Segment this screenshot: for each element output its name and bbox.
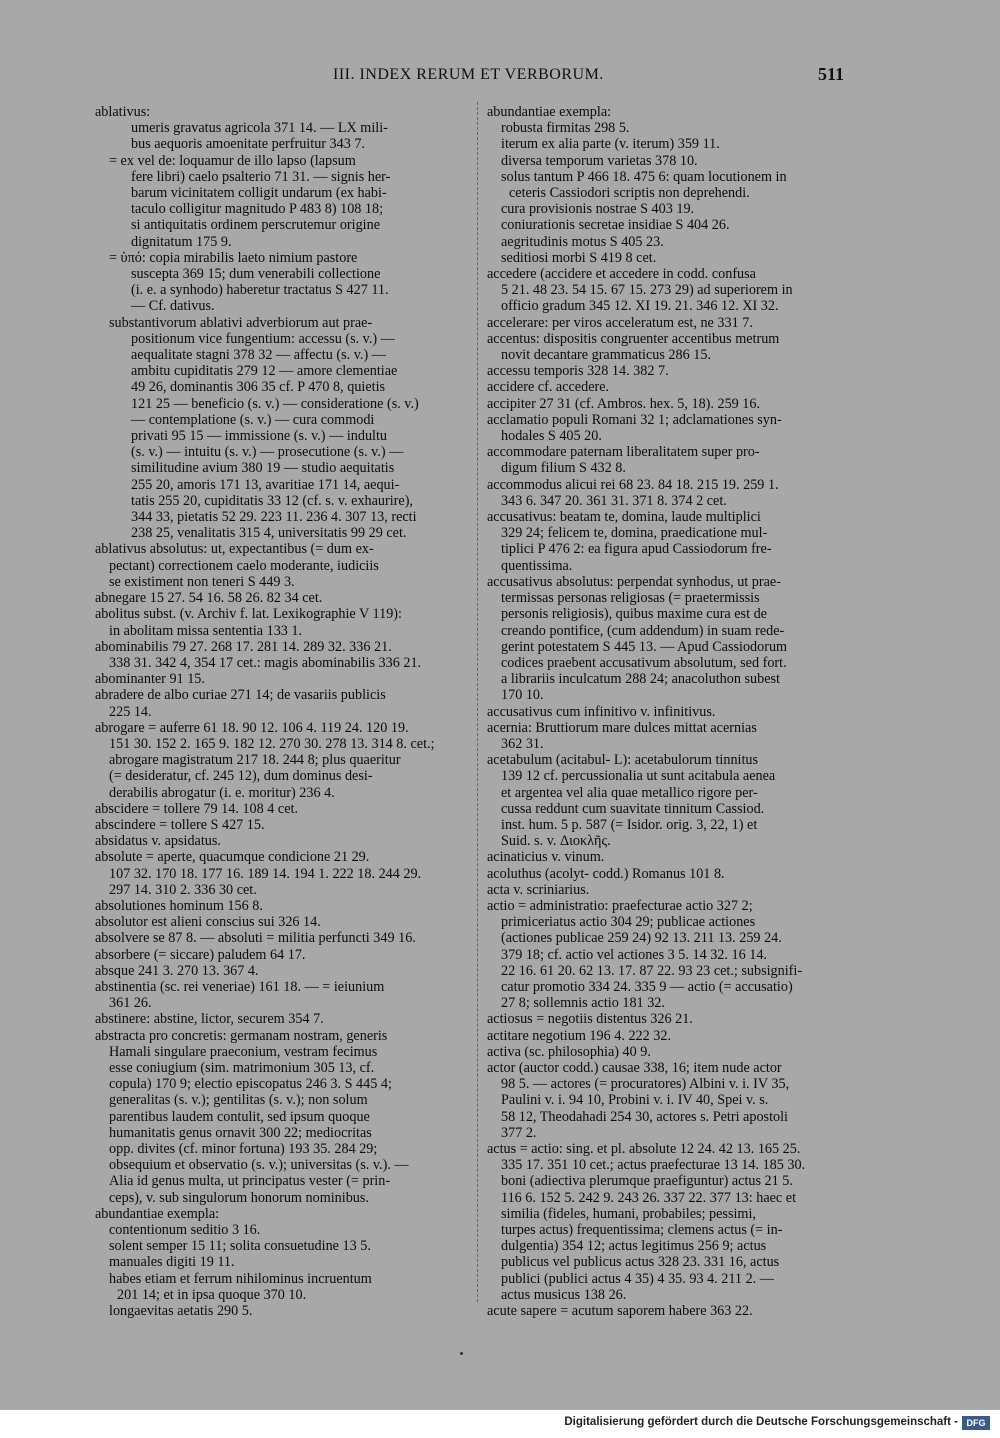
index-line: cussa reddunt cum suavitate tinnitum Cassiod.	[501, 800, 765, 817]
index-line: acute sapere = acutum saporem habere 363 22.	[487, 1303, 753, 1320]
index-line: accedere (accidere et accedere in codd. confusa	[487, 266, 756, 283]
index-line: longaevitas aetatis 290 5.	[109, 1303, 253, 1320]
index-line: — Cf. dativus.	[131, 298, 215, 315]
index-line: accessu temporis 328 14. 382 7.	[487, 363, 669, 380]
index-line: personis religiosis), quibus maxime cura est de	[501, 606, 767, 623]
index-line: actor (auctor codd.) causae 338, 16; item nude actor	[487, 1059, 782, 1076]
index-line: abstinere: abstine, lictor, securem 354 7.	[95, 1011, 324, 1028]
index-line: 49 26, dominantis 306 35 cf. P 470 8, quietis	[131, 379, 386, 396]
index-line: ceps), v. sub singulorum honorum nominibus.	[109, 1189, 369, 1206]
index-line: barum vicinitatem colligit undarum (ex habi-	[131, 185, 387, 202]
right-column	[487, 104, 865, 1319]
index-line: acetabulum (acitabul- L): acetabulorum tinnitus	[487, 752, 759, 769]
index-line: quentissima.	[501, 557, 573, 574]
index-line: (s. v.) — intuitu (s. v.) — prosecutione (s. v.) —	[131, 444, 404, 461]
index-line: abominanter 91 15.	[95, 671, 205, 688]
index-line: si antiquitatis ordinem perscrutemur origine	[131, 217, 381, 234]
index-line: abscindere = tollere S 427 15.	[95, 816, 265, 833]
index-line: iterum ex alia parte (v. iterum) 359 11.	[501, 136, 720, 153]
index-line: 170 10.	[501, 687, 544, 704]
page-title: III. INDEX RERUM ET VERBORUM.	[333, 66, 604, 83]
index-line: actio = administratio: praefecturae actio 327 2;	[487, 897, 753, 914]
index-line: 107 32. 170 18. 177 16. 189 14. 194 1. 222 18. 244 29.	[109, 865, 422, 882]
funding-credit: Digitalisierung gefördert durch die Deutsche Forschungsgemeinschaft -	[564, 1416, 958, 1428]
index-line: 379 18; cf. actio vel actiones 3 5. 14 32. 16 14.	[501, 946, 767, 963]
index-line: manuales digiti 19 11.	[109, 1254, 235, 1271]
index-line: bus aequoris amoenitate perfruitur 343 7.	[131, 136, 366, 153]
index-line: 255 20, amoris 171 13, avaritiae 171 14, aequi-	[131, 476, 400, 493]
index-line: gerint potestatem S 445 13. — Apud Cassiodorum	[501, 638, 788, 655]
index-line: aequalitate stagni 378 32 — affectu (s. v.) —	[131, 347, 386, 364]
index-line: abscidere = tollere 79 14. 108 4 cet.	[95, 800, 299, 817]
index-line: actus = actio: sing. et pl. absolute 12 24. 42 13. 165 25.	[487, 1141, 801, 1157]
index-line: humanitatis genus ornavit 300 22; mediocritas	[109, 1124, 372, 1141]
index-line: publici (publici actus 4 35) 4 35. 93 4. 211 2. —	[501, 1270, 774, 1287]
index-line: acoluthus (acolyt- codd.) Romanus 101 8.	[487, 865, 725, 882]
index-line: abrogare magistratum 217 18. 244 8; plus quaeritur	[109, 752, 401, 769]
index-line: derabilis abrogatur (i. e. moritur) 236 4.	[109, 784, 335, 801]
index-line: accusativus: beatam te, domina, laude multiplici	[487, 509, 761, 526]
index-line: a librariis inculcatum 288 24; anacoluthon subest	[501, 671, 780, 688]
index-line: 362 31.	[501, 735, 544, 752]
index-line: accelerare: per viros acceleratum est, ne 331 7.	[487, 314, 753, 331]
index-line: in abolitam missa sententia 133 1.	[109, 622, 303, 639]
index-line: accidere cf. accedere.	[487, 379, 610, 396]
index-line: 343 6. 347 20. 361 31. 371 8. 374 2 cet.	[501, 492, 727, 509]
index-line: parentibus laudem contulit, sed ipsum quoque	[109, 1108, 370, 1125]
index-line: 201 14; et in ipsa quoque 370 10.	[117, 1286, 307, 1303]
index-line: 344 33, pietatis 52 29. 223 11. 236 4. 307 13, recti	[131, 509, 417, 526]
index-line: absorbere (= siccare) paludem 64 17.	[95, 946, 306, 963]
index-line: suscepta 369 15; dum venerabili collectione	[131, 266, 381, 283]
index-line: publicus vel publicus actus 328 23. 331 16, actus	[501, 1254, 780, 1271]
index-line: privati 95 15 — immissione (s. v.) — indultu	[131, 428, 388, 445]
index-line: substantivorum ablativi adverbiorum aut prae-	[109, 314, 373, 331]
index-line: contentionum seditio 3 16.	[109, 1222, 261, 1239]
index-line: (actiones publicae 259 24) 92 13. 211 13. 259 24.	[501, 930, 782, 947]
index-line: actus musicus 138 26.	[501, 1286, 627, 1303]
index-line: 335 17. 351 10 cet.; actus praefecturae 13 14. 185 30.	[501, 1157, 806, 1174]
index-line: copula) 170 9; electio episcopatus 246 3. S 445 4;	[109, 1076, 392, 1093]
index-line: codices praebent accusativum absolutum, sed fort.	[501, 654, 787, 671]
index-line: ablativus absolutus: ut, expectantibus (= dum ex-	[95, 541, 374, 558]
index-line: (= desideratur, cf. 245 12), dum dominus desi-	[109, 768, 373, 785]
index-line: et argentea vel alia quae metallico rigore per-	[501, 784, 758, 801]
index-line: 22 16. 61 20. 62 13. 17. 87 22. 93 23 cet.; subsignifi-	[501, 962, 803, 979]
index-line: 238 25, venalitatis 315 4, universitatis 99 29 cet.	[131, 525, 407, 542]
index-line: accommodus alicui rei 68 23. 84 18. 215 19. 259 1.	[487, 476, 779, 493]
index-line: 116 6. 152 5. 242 9. 243 26. 337 22. 377 13: haec et	[501, 1189, 797, 1206]
running-header	[0, 62, 1000, 92]
index-line: cura provisionis nostrae S 403 19.	[501, 201, 695, 218]
index-line: diversa temporum varietas 378 10.	[501, 152, 698, 169]
index-line: acta v. scriniarius.	[487, 881, 590, 898]
index-line: actitare negotium 196 4. 222 32.	[487, 1027, 672, 1044]
index-line: aegritudinis motus S 405 23.	[501, 233, 664, 250]
index-line: umeris gravatus agricola 371 14. — LX mili-	[131, 120, 388, 137]
index-line: actiosus = negotiis distentus 326 21.	[487, 1011, 693, 1028]
index-line: dulgentia) 354 12; actus legitimus 256 9; actus	[501, 1238, 767, 1255]
index-line: = ex vel de: loquamur de illo lapso (lapsum	[109, 152, 356, 169]
index-line: accusativus cum infinitivo v. infinitivus.	[487, 703, 716, 720]
index-line: 225 14.	[109, 703, 152, 720]
index-line: similia (fideles, humani, probabiles; pessimi,	[501, 1205, 756, 1222]
index-line: creando pontifice, (cum addendum) in suam rede-	[501, 622, 785, 639]
index-line: abstinentia (sc. rei veneriae) 161 18. — = ieiunium	[95, 978, 385, 995]
index-line: opp. divites (cf. minor fortuna) 193 35. 284 29;	[109, 1141, 378, 1157]
index-line: obsequium et observatio (s. v.); universitas (s. v.). —	[109, 1157, 409, 1174]
index-line: acclamatio populi Romani 32 1; adclamationes syn-	[487, 411, 782, 428]
index-line: abundantiae exempla:	[95, 1205, 220, 1222]
index-line: 338 31. 342 4, 354 17 cet.: magis abominabilis 336 21.	[109, 654, 422, 671]
index-line: absolute = aperte, quacumque condicione 21 29.	[95, 849, 370, 866]
index-line: taculo colligitur magnitudo P 483 8) 108 18;	[131, 201, 384, 218]
index-line: boni (adiectiva plerumque praefiguntur) actus 21 5.	[501, 1173, 793, 1190]
index-line: ablativus:	[95, 104, 151, 120]
index-line: 329 24; felicem te, domina, praedicatione mul-	[501, 525, 768, 542]
index-line: 98 5. — actores (= procuratores) Albini v. i. IV 35,	[501, 1076, 790, 1093]
index-line: 151 30. 152 2. 165 9. 182 12. 270 30. 278 13. 314 8. cet.;	[109, 735, 435, 752]
index-line: 58 12, Theodahadi 254 30, actores s. Petri apostoli	[501, 1108, 788, 1125]
index-line: Hamali singulare praeconium, vestram fecimus	[109, 1043, 378, 1060]
index-line: fere libri) caelo psalterio 71 31. — signis her-	[131, 168, 391, 185]
index-line: 27 8; sollemnis actio 181 32.	[501, 995, 665, 1012]
index-line: officio gradum 345 12. XI 19. 21. 346 12. XI 32.	[501, 298, 779, 315]
index-line: accusativus absolutus: perpendat synhodus, ut prae-	[487, 573, 781, 590]
index-line: coniurationis secretae insidiae S 404 26.	[501, 217, 730, 234]
index-line: 361 26.	[109, 995, 152, 1012]
index-line: digum filium S 432 8.	[501, 460, 626, 477]
index-line: primiceriatus actio 304 29; publicae actiones	[501, 914, 756, 931]
index-line: similitudine avium 380 19 — studio aequitatis	[131, 460, 395, 477]
index-line: 121 25 — beneficio (s. v.) — consideratione (s. v.)	[131, 395, 419, 412]
index-line: 297 14. 310 2. 336 30 cet.	[109, 881, 257, 898]
index-line: seditiosi morbi S 419 8 cet.	[501, 249, 657, 266]
index-line: absolutiones hominum 156 8.	[95, 897, 263, 914]
index-line: abstracta pro concretis: germanam nostram, generis	[95, 1027, 388, 1044]
index-line: 139 12 cf. percussionalia ut sunt acitabula aenea	[501, 768, 776, 785]
index-line: abominabilis 79 27. 268 17. 281 14. 289 32. 336 21.	[95, 638, 392, 655]
index-line: termissas personas religiosas (= praetermissis	[501, 590, 760, 607]
index-line: 377 2.	[501, 1124, 537, 1141]
index-line: abnegare 15 27. 54 16. 58 26. 82 34 cet.	[95, 590, 323, 607]
index-line: se existiment non teneri S 449 3.	[109, 573, 295, 590]
index-line: ceteris Cassiodori scriptis non deprehendi.	[509, 185, 750, 202]
index-line: (i. e. a synhodo) haberetur tractatus S 427 11.	[131, 282, 389, 299]
index-line: Paulini v. i. 94 10, Probini v. i. IV 40, Spei v. s.	[501, 1092, 769, 1109]
index-line: catur promotio 334 24. 335 9 — actio (= accusatio)	[501, 978, 793, 995]
index-line: acinaticius v. vinum.	[487, 849, 605, 866]
index-line: robusta firmitas 298 5.	[501, 120, 630, 137]
index-line: solent semper 15 11; solita consuetudine 13 5.	[109, 1238, 371, 1255]
index-line: absque 241 3. 270 13. 367 4.	[95, 962, 259, 979]
index-line: dignitatum 175 9.	[131, 233, 232, 250]
index-line: hodales S 405 20.	[501, 428, 602, 445]
page-number: 511	[818, 64, 845, 84]
index-line: ambitu cupiditatis 279 12 — amore clementiae	[131, 363, 398, 380]
index-line: absidatus v. apsidatus.	[95, 833, 221, 850]
index-line: habes etiam et ferrum nihilominus incruentum	[109, 1270, 372, 1287]
index-line: positionum vice fungentium: accessu (s. v.) —	[131, 330, 395, 347]
footer-bar	[0, 1413, 1000, 1438]
index-line: novit decantare grammaticus 286 15.	[501, 347, 711, 364]
index-line: abundantiae exempla:	[487, 104, 612, 120]
index-line: turpes actus) frequentissima; clemens actus (= in-	[501, 1222, 783, 1239]
index-line: 5 21. 48 23. 54 15. 67 15. 273 29) ad superiorem in	[501, 282, 793, 299]
index-line: activa (sc. philosophia) 40 9.	[487, 1043, 651, 1060]
index-line: generalitas (s. v.); gentilitas (s. v.); non solum	[109, 1092, 368, 1109]
index-line: Suid. s. v. Διοκλῆς.	[501, 833, 611, 850]
dfg-logo: DFG	[962, 1416, 990, 1430]
print-speck	[460, 1352, 463, 1355]
index-line: tatis 255 20, cupiditatis 33 12 (cf. s. v. exhaurire),	[131, 492, 413, 509]
index-line: abradere de albo curiae 271 14; de vasariis publicis	[95, 687, 386, 704]
index-line: accommodare paternam liberalitatem super pro-	[487, 444, 760, 461]
index-line: tiplici P 476 2: ea figura apud Cassiodorum fre-	[501, 541, 772, 558]
index-line: inst. hum. 5 p. 587 (= Isidor. orig. 3, 22, 1) et	[501, 816, 758, 833]
index-line: accipiter 27 31 (cf. Ambros. hex. 5, 18). 259 16.	[487, 395, 761, 412]
column-divider	[477, 102, 478, 1302]
index-line: abrogare = auferre 61 18. 90 12. 106 4. 119 24. 120 19.	[95, 719, 409, 736]
index-line: accentus: dispositis congruenter accentibus metrum	[487, 330, 780, 347]
index-line: esse coniugium (sim. matrimonium 305 13, cf.	[109, 1059, 375, 1076]
index-line: solus tantum P 466 18. 475 6: quam locutionem in	[501, 168, 787, 185]
index-line: abolitus subst. (v. Archiv f. lat. Lexikographie V 119):	[95, 606, 402, 623]
index-line: Alia id genus multa, ut principatus vester (= prin-	[109, 1173, 391, 1190]
index-line: = ὑπό: copia mirabilis laeto nimium pastore	[109, 249, 358, 266]
left-column	[95, 104, 467, 1319]
index-line: acernia: Bruttiorum mare dulces mittat acernias	[487, 719, 757, 736]
index-line: — contemplatione (s. v.) — cura commodi	[131, 411, 375, 428]
index-line: absolutor est alieni conscius sui 326 14.	[95, 914, 321, 931]
index-line: absolvere se 87 8. — absoluti = militia perfuncti 349 16.	[95, 930, 416, 947]
index-line: pectant) correctionem caelo moderante, iudiciis	[109, 557, 379, 574]
